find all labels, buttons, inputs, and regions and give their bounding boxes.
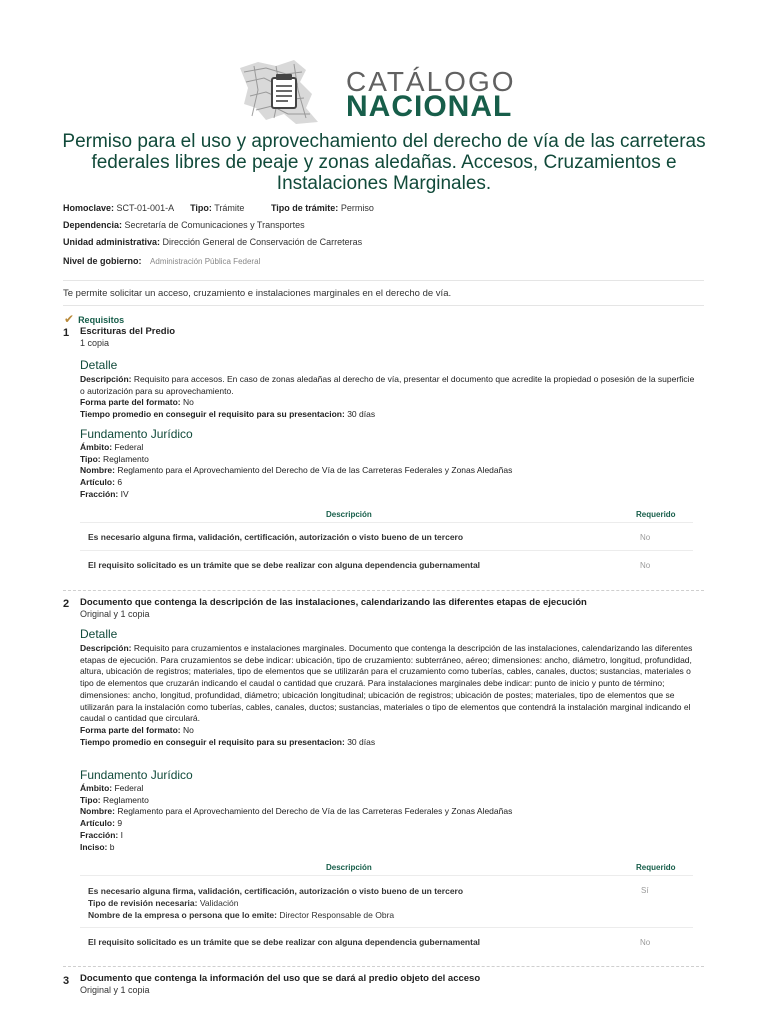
nivel-label: Nivel de gobierno: — [63, 256, 142, 266]
unidad-value: Dirección General de Conservación de Carreteras — [162, 237, 363, 247]
table-row — [88, 885, 463, 921]
detail-descripcion: Descripción: Requisito para cruzamientos e instalaciones marginales. Documento que contenga la descripción de las instalaciones, calendarizando las diferentes etapas de ejecución. Para cruzamientos se debe indicar: ubicación, tipo de cruzamiento: subterráneo, aéreo; dimensiones: ancho, diámetro, longitud, profundidad, altura, ubicación de registros; materiales, tipo de elementos que se utilizarán para el cruzamiento como tuberías, cables, canales, ductos; sustancias, materiales o tipo de elementos que cruzarán indicando el caudal o cantidad que cruzará. Para instalaciones marginales debe indicar: punto de inicio y punto de término; dimensiones: ancho, longitud, profundidad, diámetro; ubicación longitudinal; ubicación de registros; ubicación de postes; materiales, tipo de elementos que se utilizarán para la instalación como tuberías, cables, canales, ductos; sustancias, materiales o tipo de elementos que contendrá la instalación marginal indicando el caudal o cantidad que circulará. — [80, 643, 693, 724]
requirement-number: 3 — [63, 975, 70, 987]
divider — [63, 590, 704, 591]
homoclave-value: SCT-01-001-A — [116, 203, 174, 213]
fund-nombre: Nombre: Reglamento para el Aprovechamiento del Derecho de Vía de las Carreteras Federales y Zonas Aledañas — [80, 465, 513, 476]
table-row-value: No — [640, 938, 651, 947]
fundamento-heading: Fundamento Jurídico — [80, 427, 193, 441]
fund-tipo: Tipo: Reglamento — [80, 794, 149, 805]
detail-tiempo: Tiempo promedio en conseguir el requisito para su presentacion: 30 días — [80, 736, 376, 747]
meta-row-nivel — [63, 256, 260, 266]
dependencia-value: Secretaría de Comunicaciones y Transportes — [124, 220, 305, 230]
fund-ambito: Ámbito: Federal — [80, 783, 144, 793]
fund-fraccion: Fracción: IV — [80, 488, 129, 499]
table-divider — [80, 875, 693, 876]
fund-ambito: Ámbito: Federal — [80, 442, 144, 452]
requirement-copies: 1 copia — [80, 337, 110, 348]
table-row-revision: Tipo de revisión necesaria: Validación — [88, 898, 239, 908]
dependencia-label: Dependencia: — [63, 220, 123, 230]
divider — [63, 966, 704, 967]
table-row-value: No — [640, 561, 651, 570]
fund-tipo: Tipo: Reglamento — [80, 453, 149, 464]
meta-row-1 — [63, 203, 374, 213]
table-header-descripcion: Descripción — [326, 510, 372, 519]
table-header-requerido: Requerido — [636, 863, 676, 872]
page-title: Permiso para el uso y aprovechamiento del derecho de vía de las carreteras federales libres de peaje y zonas aledañas. Accesos, Cruzamientos e Instalaciones Marginales. — [62, 131, 706, 194]
fund-articulo: Artículo: 6 — [80, 477, 123, 488]
detail-forma: Forma parte del formato: No — [80, 724, 194, 735]
detail-tiempo: Tiempo promedio en conseguir el requisito para su presentacion: 30 días — [80, 409, 376, 420]
fund-articulo: Artículo: 9 — [80, 818, 123, 829]
requirement-copies: Original y 1 copia — [80, 984, 150, 995]
tipo-tramite-label: Tipo de trámite: — [270, 203, 339, 213]
requirement-title: Documento que contenga la información del uso que se dará al predio objeto del acceso — [80, 973, 481, 984]
detalle-heading: Detalle — [80, 358, 118, 372]
document-map-icon — [236, 60, 336, 126]
fund-fraccion: Fracción: I — [80, 829, 124, 840]
requirement-2-detail — [80, 643, 700, 748]
table-row-value: Sí — [641, 886, 649, 895]
detalle-heading: Detalle — [80, 627, 118, 641]
table-row-empresa: Nombre de la empresa o persona que lo emite: Director Responsable de Obra — [88, 910, 395, 920]
unidad-label: Unidad administrativa: — [63, 237, 161, 247]
requirement-number: 2 — [63, 598, 70, 610]
checkmark-icon: ✔ — [64, 312, 75, 326]
catalogo-nacional-logo — [236, 60, 536, 128]
requirement-1-detail — [80, 374, 700, 421]
requirement-number: 1 — [63, 327, 70, 339]
divider — [63, 280, 704, 281]
requirement-1-fundamento — [80, 442, 700, 501]
table-row-text: Es necesario alguna firma, validación, certificación, autorización o visto bueno de un tercero — [88, 532, 464, 542]
homoclave-label: Homoclave: — [63, 203, 115, 213]
tipo-value: Trámite — [214, 203, 245, 213]
requirement-2-fundamento — [80, 783, 700, 853]
table-header-requerido: Requerido — [636, 510, 676, 519]
table-row-value: No — [640, 533, 651, 542]
requirement-title: Documento que contenga la descripción de las instalaciones, calendarizando las diferentes etapas de ejecución — [80, 597, 587, 608]
logo-word-nacional: NACIONAL — [346, 90, 513, 123]
detail-descripcion: Descripción: Requisito para accesos. En caso de zonas aledañas al derecho de vía, presentar el documento que acredite la propiedad o posesión de la superficie o autorización para su aprovechamiento. — [80, 374, 695, 396]
divider — [63, 305, 704, 306]
tramite-description: Te permite solicitar un acceso, cruzamiento e instalaciones marginales en el derecho de vía. — [63, 288, 452, 299]
table-row-text: El requisito solicitado es un trámite que se debe realizar con alguna dependencia gubernamental — [88, 560, 481, 570]
meta-row-dependencia — [63, 220, 305, 230]
nivel-value: Administración Pública Federal — [150, 257, 261, 266]
table-header-descripcion: Descripción — [326, 863, 372, 872]
fundamento-heading: Fundamento Jurídico — [80, 768, 193, 782]
table-divider — [80, 927, 693, 928]
detail-forma: Forma parte del formato: No — [80, 397, 194, 408]
requirement-3-header — [80, 973, 700, 996]
fund-nombre: Nombre: Reglamento para el Aprovechamiento del Derecho de Vía de las Carreteras Federales y Zonas Aledañas — [80, 806, 513, 817]
table-row-text: El requisito solicitado es un trámite que se debe realizar con alguna dependencia gubernamental — [88, 937, 481, 947]
tipo-tramite-value: Permiso — [340, 203, 374, 213]
table-divider — [80, 522, 693, 523]
requirement-2-header — [80, 597, 700, 620]
requisitos-header — [64, 312, 124, 326]
table-divider — [80, 550, 693, 551]
requirement-copies: Original y 1 copia — [80, 608, 150, 619]
logo-word-catalogo: CATÁLOGO — [346, 66, 516, 97]
requirement-title: Escrituras del Predio — [80, 326, 176, 337]
tipo-label: Tipo: — [190, 203, 212, 213]
table-row-text: Es necesario alguna firma, validación, certificación, autorización o visto bueno de un tercero — [88, 886, 464, 896]
requirement-1-header — [80, 326, 700, 349]
fund-inciso: Inciso: b — [80, 841, 115, 852]
meta-row-unidad — [63, 237, 362, 247]
requisitos-label: Requisitos — [78, 315, 125, 325]
